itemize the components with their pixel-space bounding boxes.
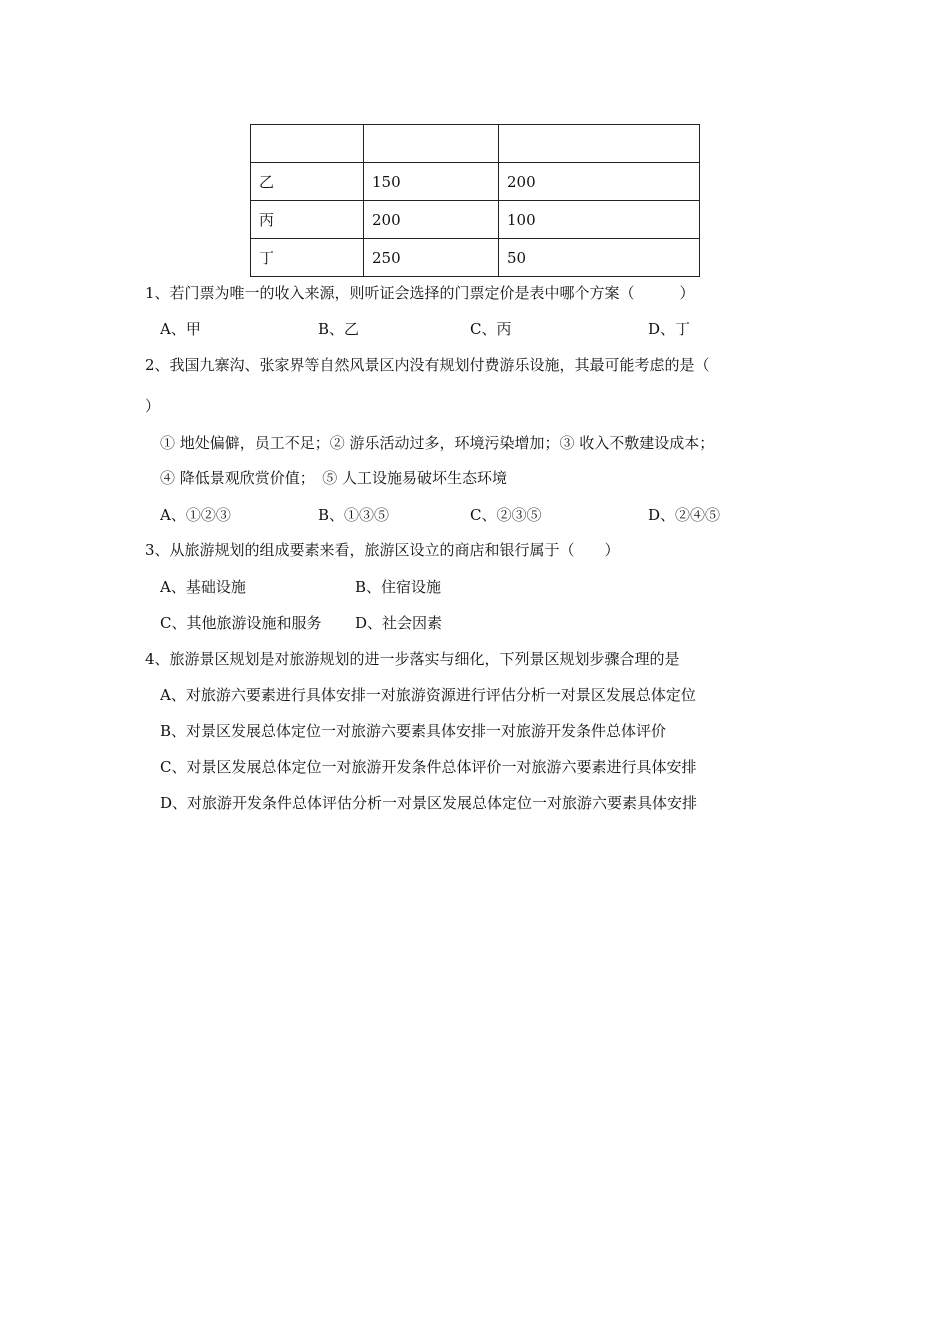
option-c: C、其他旅游设施和服务	[160, 614, 322, 632]
table-row	[251, 239, 700, 277]
table-cell: 150	[364, 163, 499, 201]
table-cell: 乙	[251, 163, 364, 201]
table-row	[251, 163, 700, 201]
option-c: C、对景区发展总体定位一对旅游开发条件总体评价一对旅游六要素进行具体安排	[160, 758, 697, 776]
table-cell: 丁	[251, 239, 364, 277]
table-cell: 200	[364, 201, 499, 239]
table-header-cell	[251, 125, 364, 163]
table-header-cell	[499, 125, 700, 163]
option-d: D、丁	[648, 320, 691, 338]
option-b: B、对景区发展总体定位一对旅游六要素具体安排一对旅游开发条件总体评价	[160, 722, 667, 740]
table-cell: 200	[499, 163, 700, 201]
option-a: A、基础设施	[160, 578, 246, 596]
option-b: B、住宿设施	[355, 578, 442, 596]
ticket-price-table	[250, 124, 700, 277]
question-2-items-line-1: ① 地处偏僻，员工不足；② 游乐活动过多，环境污染增加；③ 收入不敷建设成本；	[160, 434, 715, 452]
table-header-cell	[364, 125, 499, 163]
question-4-stem: 4、旅游景区规划是对旅游规划的进一步落实与细化，下列景区规划步骤合理的是	[145, 650, 680, 668]
option-d: D、②④⑤	[648, 506, 721, 524]
table-row	[251, 201, 700, 239]
table-header-row	[251, 125, 700, 163]
table-cell: 100	[499, 201, 700, 239]
question-3-options-row-1	[0, 576, 950, 596]
question-3-stem: 3、从旅游规划的组成要素来看，旅游区设立的商店和银行属于（ ）	[145, 541, 620, 559]
option-a: A、甲	[160, 320, 201, 338]
question-1-stem: 1、若门票为唯一的收入来源，则听证会选择的门票定价是表中哪个方案（ ）	[145, 284, 695, 302]
question-2-stem: 2、我国九寨沟、张家界等自然风景区内没有规划付费游乐设施，其最可能考虑的是（	[145, 356, 710, 374]
table-cell: 丙	[251, 201, 364, 239]
option-d: D、社会因素	[355, 614, 443, 632]
table-cell: 250	[364, 239, 499, 277]
question-2-options	[0, 504, 950, 524]
question-3-options-row-2	[0, 612, 950, 632]
option-a: A、①②③	[160, 506, 231, 524]
option-d: D、对旅游开发条件总体评估分析一对景区发展总体定位一对旅游六要素具体安排	[160, 794, 698, 812]
option-a: A、对旅游六要素进行具体安排一对旅游资源进行评估分析一对景区发展总体定位	[160, 686, 696, 704]
question-2-items-line-2: ④ 降低景观欣赏价值； ⑤ 人工设施易破坏生态环境	[160, 469, 508, 487]
question-2-stem-end: ）	[145, 397, 161, 415]
option-c: C、②③⑤	[470, 506, 542, 524]
option-b: B、乙	[318, 320, 360, 338]
option-b: B、①③⑤	[318, 506, 390, 524]
option-c: C、丙	[470, 320, 512, 338]
table-cell: 50	[499, 239, 700, 277]
question-1-options	[0, 318, 950, 338]
